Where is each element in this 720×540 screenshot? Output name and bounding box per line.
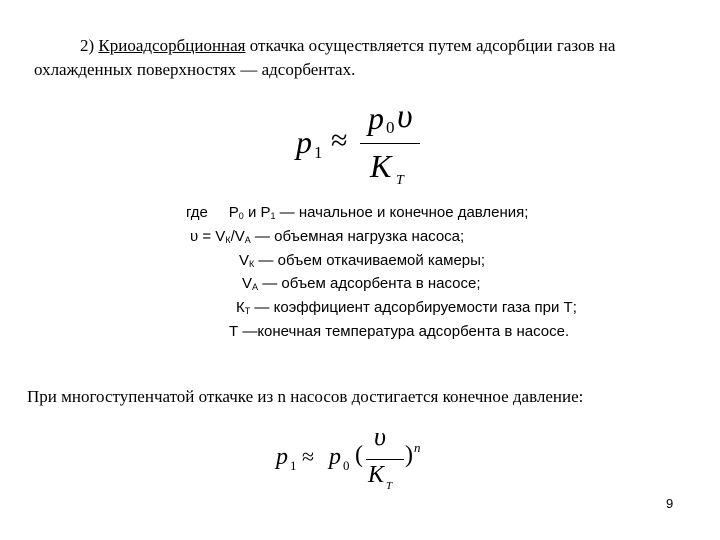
def-p0-sub: 0 xyxy=(238,211,244,221)
def-line-4 xyxy=(242,273,481,295)
def-adsorbent-text: — объем адсорбента в насосе; xyxy=(258,275,481,292)
def-va2-sub: А xyxy=(252,282,259,292)
f1-den-k: K xyxy=(370,148,392,184)
def-va2: V xyxy=(242,275,253,292)
f2-fraction-bar xyxy=(366,459,404,460)
intro-line-2: охлажденных поверхностях — адсорбентах. xyxy=(34,60,356,79)
f1-lhs-sub: 1 xyxy=(314,143,323,162)
f2-p0: p xyxy=(329,444,341,470)
f2-approx: ≈ xyxy=(302,444,315,469)
def-chamber-text: — объем откачиваемой камеры; xyxy=(254,252,486,269)
f2-exponent-n: n xyxy=(414,440,421,455)
item-number: 2) xyxy=(80,36,95,55)
f2-p0-sub: 0 xyxy=(343,458,350,473)
def-p0: P xyxy=(228,204,239,221)
def-vk: V xyxy=(239,252,250,269)
f2-den-k: K xyxy=(368,462,385,488)
def-kt-sub: Т xyxy=(244,306,251,316)
def-coef-text: — коэффициент адсорбируемости газа при Т; xyxy=(250,299,577,316)
f2-lhs-sub: 1 xyxy=(290,458,297,473)
def-pressures-text: — начальное и конечное давления; xyxy=(275,204,529,221)
intro-line-1 xyxy=(80,34,615,58)
def-line-1 xyxy=(186,202,528,224)
page-number: 9 xyxy=(666,496,674,511)
def-upsilon: υ = V xyxy=(190,228,226,245)
multistage-sentence: При многоступенчатой откачке из n насосов достигается конечное давление: xyxy=(27,387,584,406)
def-line-5 xyxy=(236,297,577,319)
f1-den-sub: T xyxy=(396,173,404,188)
f2-den-sub: T xyxy=(386,480,393,492)
def-where: где xyxy=(186,204,208,221)
f1-lhs-p: p xyxy=(296,124,312,160)
term-cryoadsorption: Криоадсорбционная xyxy=(98,36,246,55)
f2-left-paren: ( xyxy=(355,442,363,468)
def-line-6: Т —конечная температура адсорбента в насосе. xyxy=(229,323,570,340)
f2-right-paren: ) xyxy=(405,442,413,468)
def-va: /V xyxy=(230,228,245,245)
f1-num-sub: 0 xyxy=(386,118,395,137)
f1-num-upsilon: υ xyxy=(397,98,413,135)
f2-lhs-p: p xyxy=(276,444,288,470)
def-vk-sub: К xyxy=(225,235,231,245)
def-line-3 xyxy=(239,250,485,272)
def-line-2 xyxy=(190,226,464,248)
f1-approx: ≈ xyxy=(331,124,348,157)
def-p1: и P xyxy=(243,204,271,221)
def-vk2-sub: К xyxy=(249,259,255,269)
def-load-text: — объемная нагрузка насоса; xyxy=(250,228,465,245)
def-va-sub: А xyxy=(244,235,251,245)
intro-rest: откачка осуществляется путем адсорбции газов на xyxy=(245,36,616,55)
f2-num-upsilon: υ xyxy=(374,422,386,451)
def-p1-sub: 1 xyxy=(270,211,276,221)
f1-num-p: p xyxy=(368,100,384,136)
def-kt: К xyxy=(236,299,245,316)
f1-fraction-bar xyxy=(360,143,420,144)
